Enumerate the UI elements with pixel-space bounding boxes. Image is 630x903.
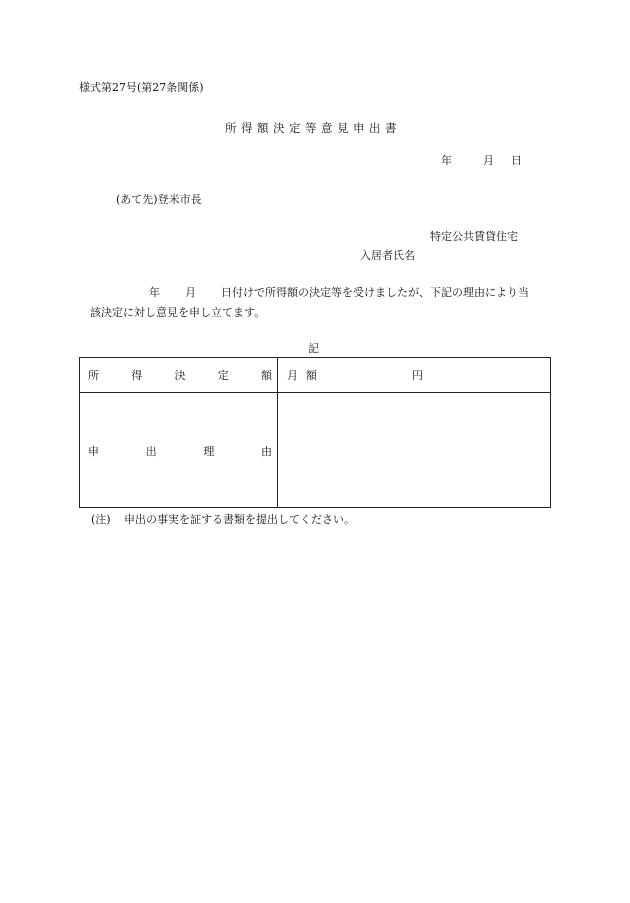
label-char: 定: [217, 369, 229, 382]
statement-month-label: 月: [185, 286, 196, 299]
statement-year-label: 年: [149, 286, 160, 299]
date-month-label: 月: [483, 154, 494, 167]
date-line: [441, 154, 522, 168]
note-text: 申出の事実を証する書類を提出してください。: [124, 513, 355, 526]
reason-label: [88, 445, 272, 459]
label-char: 申: [88, 445, 99, 458]
label-char: 額: [261, 369, 272, 382]
document-title: 所得額決定等意見申出書: [225, 121, 401, 135]
label-char: 理: [203, 445, 215, 458]
declaration-table: [79, 357, 551, 508]
income-amount-label: [88, 369, 272, 383]
table-row-divider: [80, 392, 550, 393]
form-number: 様式第27号(第27条関係): [79, 81, 204, 94]
statement-line-1: [149, 286, 529, 300]
label-char: 由: [260, 445, 272, 458]
statement-line-1-text: 日付けで所得額の決定等を受けましたが、下記の理由により当: [221, 286, 529, 299]
footnote: [91, 513, 355, 527]
date-day-label: 日: [511, 154, 522, 167]
statement-line-2: 該決定に対し意見を申し立てます。: [90, 306, 266, 319]
housing-type: 特定公共賃貸住宅: [430, 230, 518, 243]
ki-heading: 記: [308, 342, 319, 355]
yen-unit: 円: [412, 369, 423, 382]
label-char: 所: [88, 369, 99, 382]
label-char: 得: [131, 369, 143, 382]
table-column-divider: [277, 358, 278, 507]
resident-name-label: 入居者氏名: [360, 249, 415, 262]
date-year-label: 年: [441, 154, 452, 167]
addressee: (あて先)登米市長: [116, 193, 202, 206]
label-char: 出: [145, 445, 157, 458]
label-char: 決: [174, 369, 186, 382]
monthly-amount-label: 月額: [287, 369, 325, 382]
note-label: (注): [91, 513, 111, 526]
